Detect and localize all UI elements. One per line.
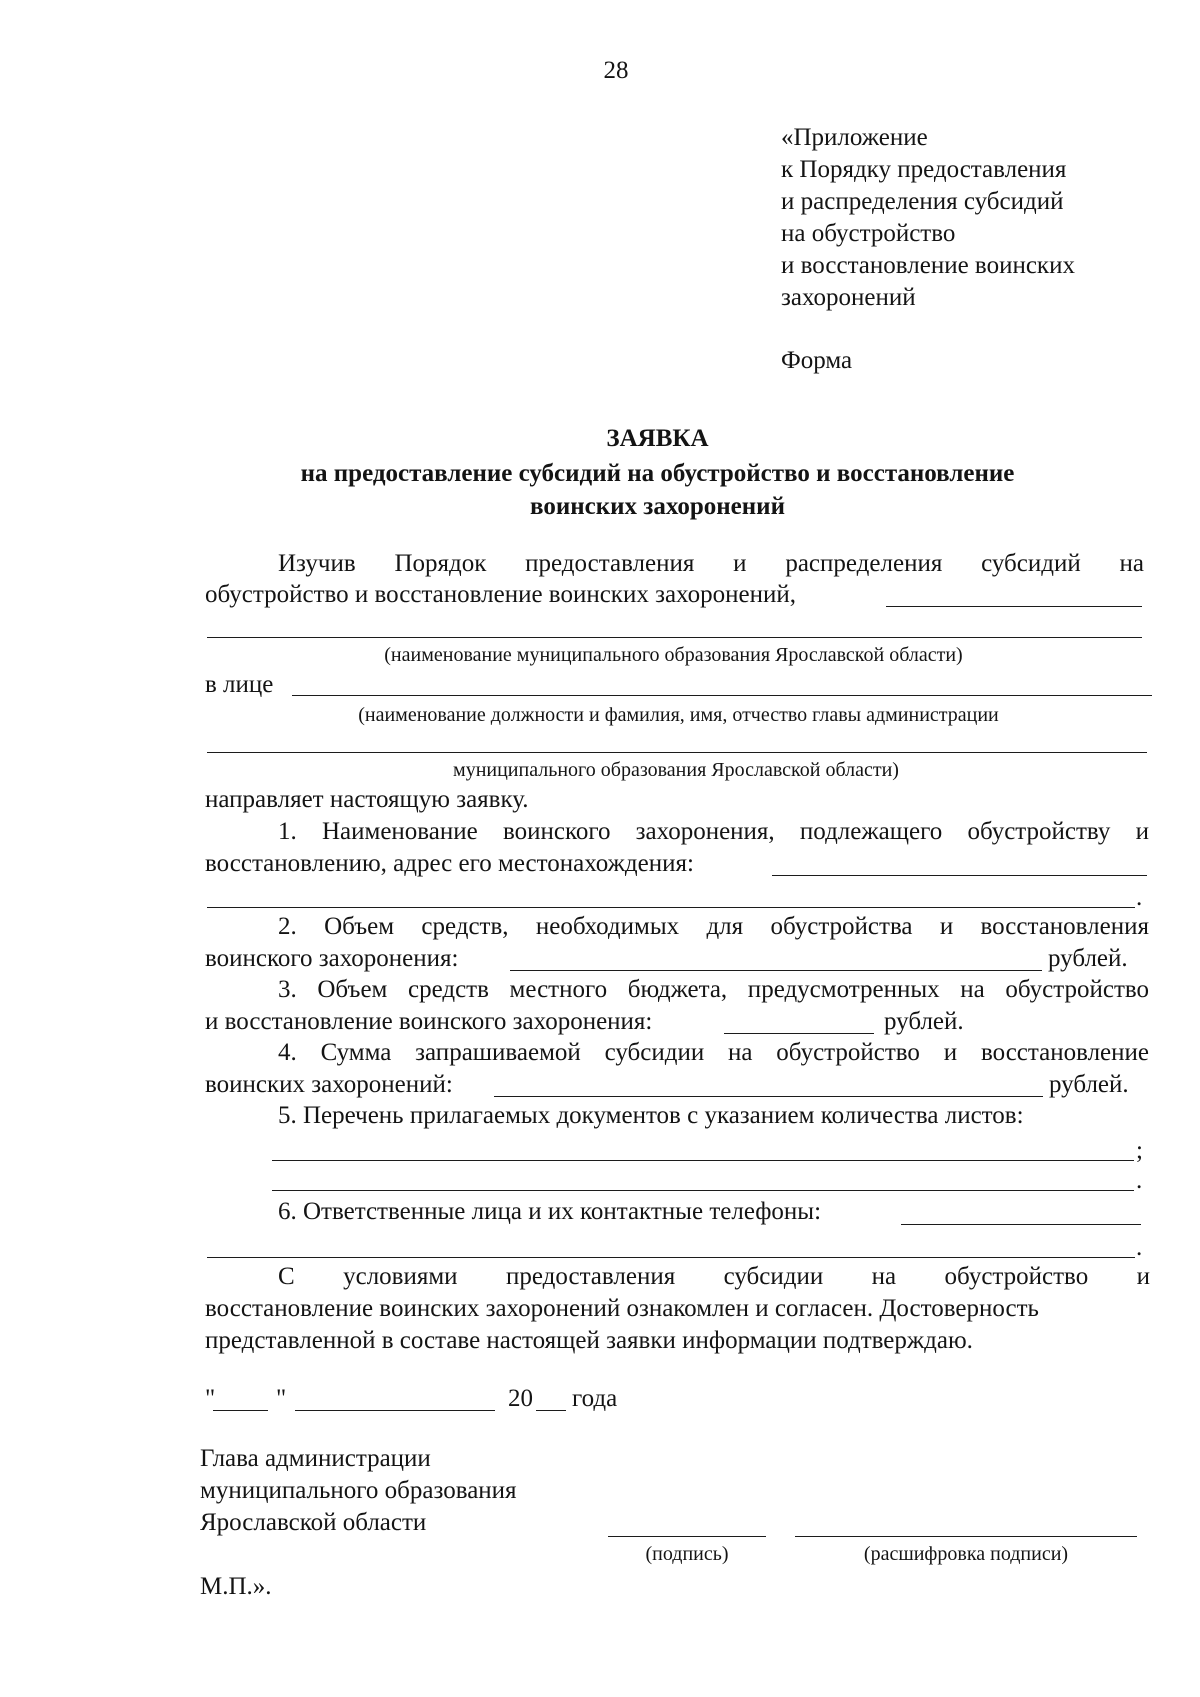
quote-open: " [205, 1385, 216, 1412]
item-4-line: воинских захоронений: [205, 1071, 453, 1098]
burial-address-field-continued[interactable] [207, 907, 1135, 908]
head-name-field[interactable] [292, 695, 1152, 696]
item-1-line: восстановлению, адрес его местонахождения: [205, 850, 694, 877]
local-budget-field[interactable] [724, 1033, 874, 1034]
agreement-line: восстановление воинских захоронений ознакомлен и согласен. Достоверность [205, 1295, 1039, 1322]
rubles-label: рублей. [1049, 1071, 1129, 1098]
year-suffix: года [572, 1385, 618, 1412]
municipality-field[interactable] [886, 606, 1142, 607]
month-field[interactable] [295, 1410, 495, 1411]
appendix-line: к Порядку предоставления [781, 156, 1067, 183]
document-subtitle-line: воинских захоронений [529, 493, 785, 520]
total-funds-field[interactable] [510, 970, 1042, 971]
item-5-line: 5. Перечень прилагаемых документов с указанием количества листов: [278, 1102, 1024, 1129]
municipality-field-continued[interactable] [207, 637, 1142, 638]
page-number: 28 [603, 57, 629, 84]
appendix-line: на обустройство [781, 220, 956, 247]
caption-signature-decode: (расшифровка подписи) [863, 1543, 1069, 1565]
caption-municipality: (наименование муниципального образования Ярославской области) [384, 644, 963, 666]
burial-address-field[interactable] [772, 875, 1147, 876]
document-title: ЗАЯВКА [606, 425, 709, 452]
appendix-line: «Приложение [781, 124, 928, 151]
intro-line: Изучив Порядок предоставления и распределения субсидий на [278, 550, 1144, 577]
rubles-label: рублей. [884, 1008, 964, 1035]
item-2-line: воинского захоронения: [205, 945, 459, 972]
subsidy-amount-field[interactable] [494, 1096, 1043, 1097]
rubles-label: рублей. [1048, 945, 1128, 972]
intro-line: обустройство и восстановление воинских захоронений, [205, 581, 796, 608]
item-4-line: 4. Сумма запрашиваемой субсидии на обустройство и восстановление [278, 1039, 1149, 1066]
appendix-line: захоронений [781, 284, 916, 311]
caption-head: (наименование должности и фамилия, имя, отчество главы администрации [358, 704, 999, 726]
signatory-line: Глава администрации [200, 1445, 431, 1472]
head-name-field-continued[interactable] [207, 752, 1147, 753]
day-field[interactable] [213, 1410, 268, 1411]
signature-decode-field[interactable] [795, 1536, 1137, 1537]
period-mark: . [1136, 1167, 1143, 1194]
semicolon-mark: ; [1136, 1137, 1143, 1164]
agreement-line: С условиями предоставления субсидии на обустройство и [278, 1263, 1150, 1290]
contacts-field[interactable] [901, 1224, 1141, 1225]
signature-field[interactable] [608, 1536, 766, 1537]
item-6-line: 6. Ответственные лица и их контактные телефоны: [278, 1198, 822, 1225]
in-person-label: в лице [205, 671, 274, 698]
intro-closing: направляет настоящую заявку. [205, 786, 529, 813]
contacts-field-continued[interactable] [207, 1257, 1135, 1258]
stamp-label: М.П.». [200, 1573, 272, 1600]
quote-close: " [276, 1385, 287, 1412]
caption-head: муниципального образования Ярославской области) [453, 759, 899, 781]
documents-list-field[interactable] [272, 1190, 1134, 1191]
signatory-line: муниципального образования [200, 1477, 517, 1504]
period-mark: . [1136, 1234, 1143, 1261]
caption-signature: (подпись) [645, 1543, 729, 1565]
period-mark: . [1136, 884, 1143, 911]
signatory-line: Ярославской области [200, 1509, 427, 1536]
item-3-line: и восстановление воинского захоронения: [205, 1008, 653, 1035]
agreement-line: представленной в составе настоящей заявки информации подтверждаю. [205, 1327, 973, 1354]
item-3-line: 3. Объем средств местного бюджета, предусмотренных на обустройство [278, 976, 1149, 1003]
item-1-line: 1. Наименование воинского захоронения, подлежащего обустройству и [278, 818, 1149, 845]
item-2-line: 2. Объем средств, необходимых для обустройства и восстановления [278, 913, 1149, 940]
document-subtitle-line: на предоставление субсидий на обустройство и восстановление [300, 460, 1015, 487]
year-prefix: 20 [508, 1385, 533, 1412]
documents-list-field[interactable] [272, 1160, 1134, 1161]
appendix-line: и распределения субсидий [781, 188, 1064, 215]
form-label: Форма [781, 347, 853, 374]
appendix-line: и восстановление воинских [781, 252, 1075, 279]
year-field[interactable] [536, 1410, 566, 1411]
